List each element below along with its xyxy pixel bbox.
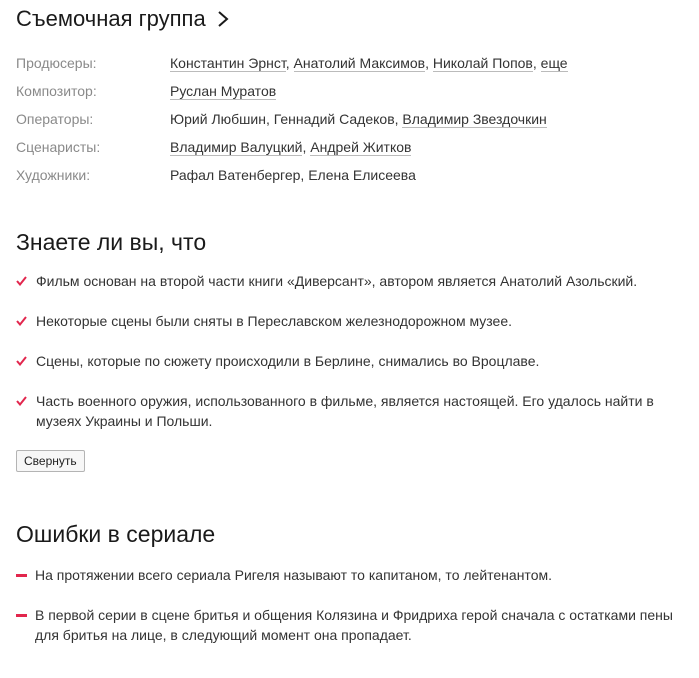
more-link[interactable]: еще [540,55,568,71]
crew-list [16,49,686,189]
checkmark-icon [16,351,36,371]
fact-text: Некоторые сцены были сняты в Переславском железнодорожном музее. [36,313,512,329]
person-link[interactable]: Владимир Валуцкий [170,139,303,155]
crew-names: Константин Эрнст, Анатолий Максимов, Николай Попов, еще [170,55,568,71]
fact-item [16,351,686,371]
crew-role-label: Композитор: [16,83,97,99]
crew-role-label: Художники: [16,167,91,183]
checkmark-icon [16,271,36,291]
checkmark-icon [16,311,36,331]
fact-text: Фильм основан на второй части книги «Диверсант», автором является Анатолий Азольский. [36,273,638,289]
errors-section-title: Ошибки в сериале [16,521,216,547]
person-link[interactable]: Владимир Звездочкин [402,111,547,127]
facts-section-title: Знаете ли вы, что [16,229,207,255]
fact-text: Сцены, которые по сюжету происходили в Берлине, снимались во Вроцлаве. [36,353,540,369]
crew-row [16,77,686,105]
errors-list [16,565,686,665]
person-name: Рафал Ватенбергер [170,167,301,183]
fact-item [16,271,686,291]
person-link[interactable]: Константин Эрнст [170,55,286,71]
collapse-button[interactable]: Свернуть [16,450,85,472]
crew-row [16,105,686,133]
facts-list [16,271,686,451]
error-item [16,565,686,585]
dash-icon [16,605,35,625]
crew-names: Рафал Ватенбергер, Елена Елисеева [170,167,416,183]
error-text: На протяжении всего сериала Ригеля называют то капитаном, то лейтенантом. [35,567,552,583]
crew-names: Юрий Любшин, Геннадий Садеков, Владимир Звездочкин [170,111,547,127]
checkmark-icon [16,391,36,411]
crew-role-label: Продюсеры: [16,55,97,71]
crew-names: Владимир Валуцкий, Андрей Житков [170,139,412,155]
person-name: Геннадий Садеков [273,111,395,127]
person-link[interactable]: Анатолий Максимов [293,55,426,71]
error-item [16,605,686,645]
crew-row [16,49,686,77]
chevron-right-icon [216,10,230,28]
person-link[interactable]: Андрей Житков [310,139,412,155]
crew-title-text: Съемочная группа [16,6,206,31]
dash-icon [16,565,35,585]
crew-section-title[interactable] [16,6,230,32]
crew-row [16,133,686,161]
fact-text: Часть военного оружия, использованного в фильме, является настоящей. Его удалось найти в музеях Украины и Польши. [36,393,654,429]
person-name: Юрий Любшин [170,111,266,127]
error-text: В первой серии в сцене бритья и общения Колязина и Фридриха герой сначала с остатками пены для бритья на лице, в следующий момент она пропадает. [35,607,673,643]
fact-item [16,391,686,431]
crew-names [170,83,276,99]
crew-role-label: Операторы: [16,111,94,127]
crew-role-label: Сценаристы: [16,139,101,155]
person-name: Елена Елисеева [308,167,416,183]
person-link[interactable]: Руслан Муратов [170,83,277,99]
crew-row [16,161,686,189]
person-link[interactable]: Николай Попов [432,55,533,71]
fact-item [16,311,686,331]
